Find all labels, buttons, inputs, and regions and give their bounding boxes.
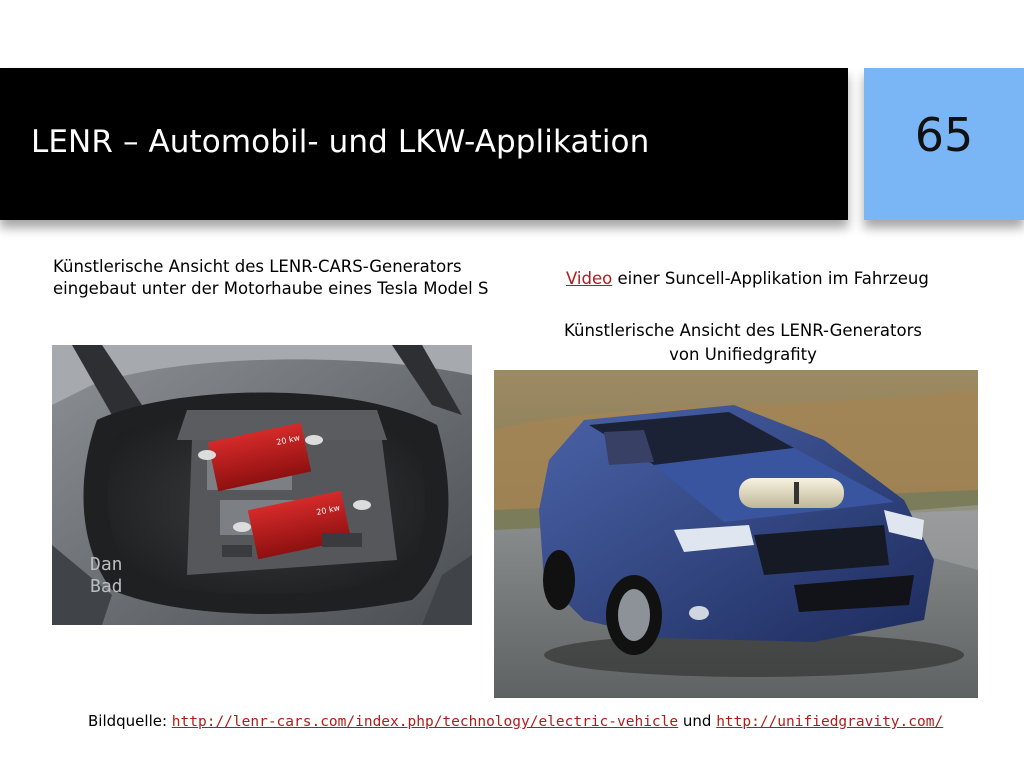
watermark-text-1: Dan (90, 554, 123, 575)
source-link-lenr-cars[interactable]: http://lenr-cars.com/index.php/technology/electric-vehicle (171, 714, 679, 730)
video-description: einer Suncell-Applikation im Fahrzeug (612, 269, 929, 288)
page-number-box (864, 68, 1024, 220)
car-generator-image (494, 370, 978, 698)
left-image-caption: Künstlerische Ansicht des LENR-CARS-Generators eingebaut unter der Motorhaube eines Tesla Model S (53, 257, 489, 298)
top-generator-label: 20 kw (275, 433, 301, 447)
source-link-unifiedgravity[interactable]: http://unifiedgravity.com/ (716, 714, 944, 730)
source-label: Bildquelle: (88, 712, 172, 730)
slide-title: LENR – Automobil- und LKW-Applikation (31, 124, 650, 160)
video-line (566, 268, 986, 290)
watermark-text-2: Bad (90, 576, 123, 597)
right-image-caption: Künstlerische Ansicht des LENR-Generators von Unifiedgrafity (564, 321, 922, 364)
tesla-trunk-image (52, 345, 472, 625)
video-link[interactable]: Video (566, 269, 613, 288)
page-number: 65 (914, 108, 974, 162)
source-conjunction: und (678, 712, 717, 730)
image-source-line (88, 710, 988, 733)
bottom-generator-label: 20 kw (315, 503, 341, 517)
